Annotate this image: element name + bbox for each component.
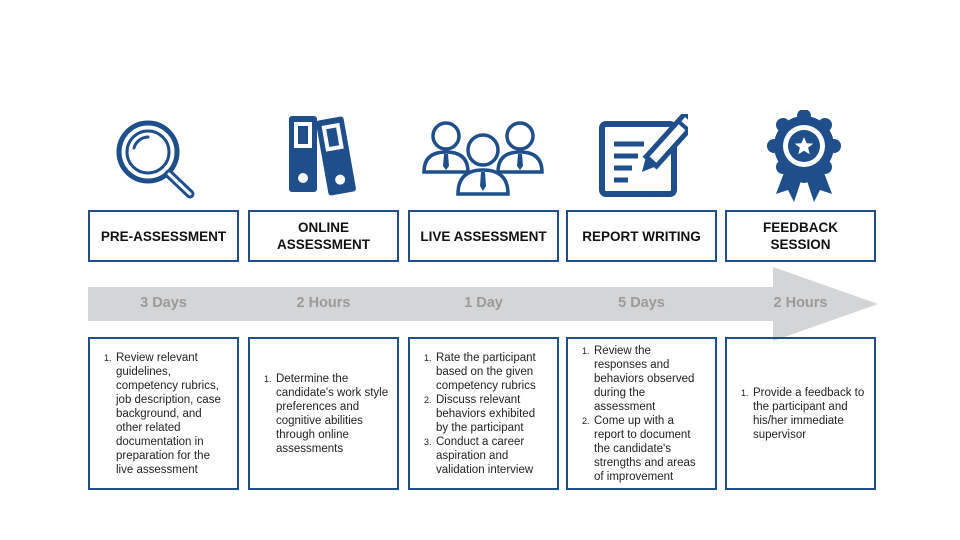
duration-report-writing: 5 Days (618, 295, 665, 311)
details-list (731, 386, 866, 442)
details-list (254, 372, 389, 456)
list-item: 1. Rate the participant based on the given competency rubrics (434, 351, 549, 393)
list-item: 1. Review relevant guidelines, competency rubrics, job description, case background, and other related documentation in preparation for the live assessment (114, 351, 229, 477)
phase-title-online-assessment: ONLINE ASSESSMENT (248, 210, 399, 262)
list-item: 2. Come up with a report to document the candidate's strengths and areas of improvement (592, 414, 707, 484)
list-item: 3. Conduct a career aspiration and validation interview (434, 435, 549, 477)
duration-pre-assessment: 3 Days (140, 295, 187, 311)
list-item: 1. Determine the candidate's work style preferences and cognitive abilities through online assessments (274, 372, 389, 456)
details-list (572, 344, 707, 484)
duration-feedback-session: 2 Hours (773, 295, 828, 311)
details-online-assessment (248, 337, 399, 490)
details-feedback-session (725, 337, 876, 490)
duration-live-assessment: 1 Day (464, 295, 503, 311)
details-pre-assessment (88, 337, 239, 490)
list-item: 1. Review the responses and behaviors observed during the assessment (592, 344, 707, 414)
list-item: 2. Discuss relevant behaviors exhibited by the participant (434, 393, 549, 435)
phase-title-live-assessment: LIVE ASSESSMENT (408, 210, 559, 262)
phase-title-report-writing: REPORT WRITING (566, 210, 717, 262)
list-item: 1. Provide a feedback to the participant and his/her immediate supervisor (751, 386, 866, 442)
phase-title-feedback-session: FEEDBACK SESSION (725, 210, 876, 262)
duration-online-assessment: 2 Hours (296, 295, 351, 311)
details-report-writing (566, 337, 717, 490)
phase-title-pre-assessment: PRE-ASSESSMENT (88, 210, 239, 262)
details-list (94, 351, 229, 477)
details-live-assessment (408, 337, 559, 490)
details-list (414, 351, 549, 477)
